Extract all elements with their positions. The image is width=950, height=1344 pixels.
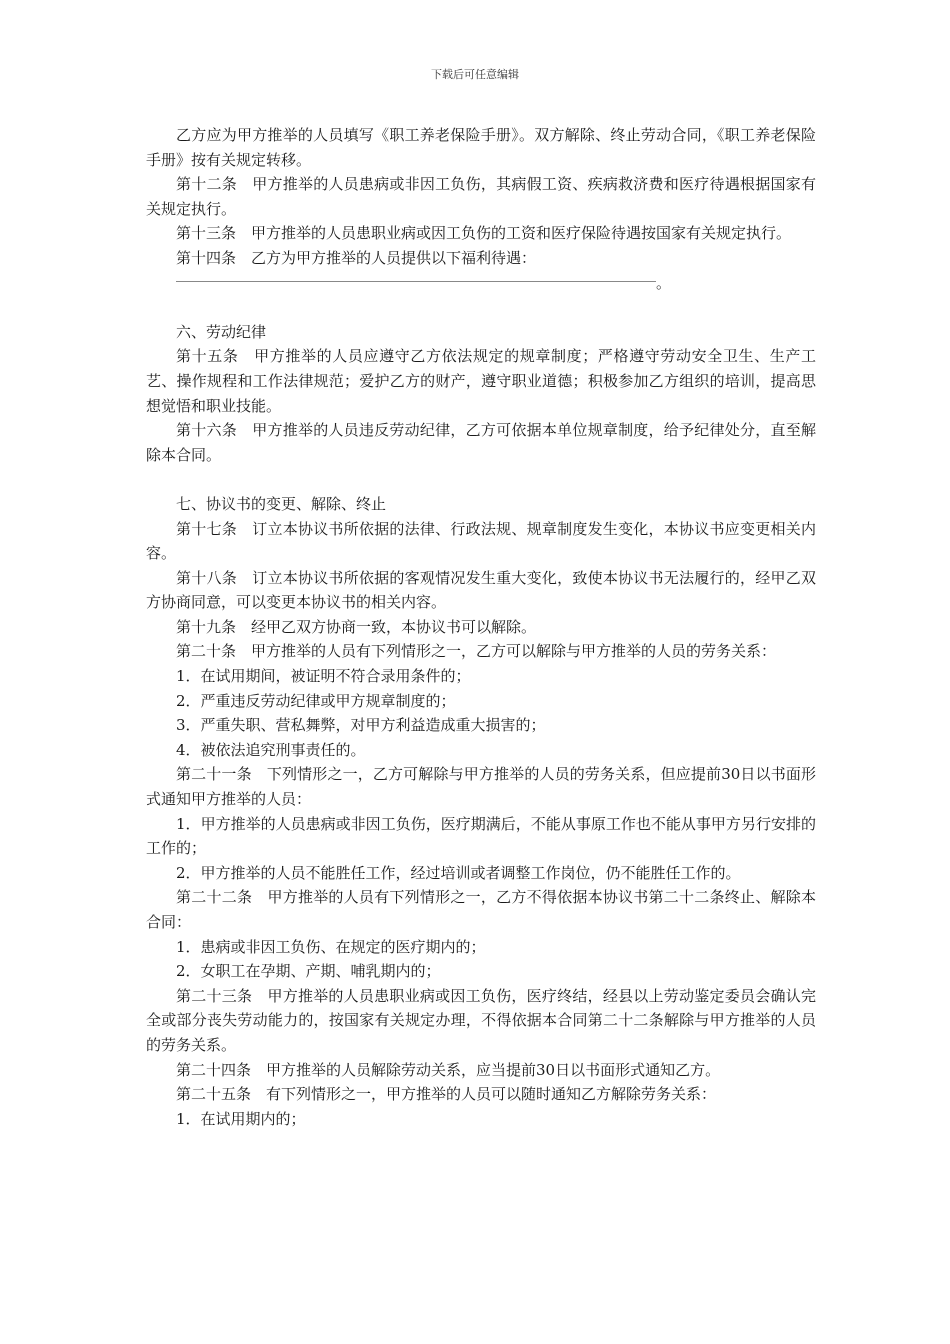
paragraph: 第十二条 甲方推举的人员患病或非因工负伤，其病假工资、疾病救济费和医疗待遇根据国家有关规定执行。 (146, 175, 816, 218)
page-header-caption: 下载后可任意编辑 (431, 68, 519, 81)
paragraph: 1．在试用期内的； (176, 1109, 306, 1128)
paragraph: 第十八条 订立本协议书所依据的客观情况发生重大变化，致使本协议书无法履行的，经甲乙双方协商同意，可以变更本协议书的相关内容。 (146, 568, 816, 612)
paragraph: 3．严重失职、营私舞弊，对甲方利益造成重大损害的； (176, 716, 546, 735)
paragraph: 第十九条 经甲乙双方协商一致，本协议书可以解除。 (176, 617, 537, 636)
paragraph: 第二十五条 有下列情形之一，甲方推举的人员可以随时通知乙方解除劳务关系： (176, 1085, 717, 1104)
paragraph: 第二十条 甲方推举的人员有下列情形之一，乙方可以解除与甲方推举的人员的劳务关系： (176, 642, 777, 661)
fill-in-line (146, 271, 816, 296)
section-title: 六、劳动纪律 (176, 322, 267, 341)
blank-line (146, 295, 816, 320)
paragraph: 第十五条 甲方推举的人员应遵守乙方依法规定的规章制度；严格遵守劳动安全卫生、生产工艺、操作规程和工作法律规范；爱护乙方的财产，遵守职业道德；积极参加乙方组织的培训，提高思想觉悟和职业技能。 (146, 347, 816, 415)
paragraph: 第二十四条 甲方推举的人员解除劳动关系，应当提前30日以书面形式通知乙方。 (176, 1060, 721, 1079)
paragraph: 第二十三条 甲方推举的人员患职业病或因工负伤，医疗终结，经县以上劳动鉴定委员会确认完全或部分丧失劳动能力的，按国家有关规定办理，不得依据本合同第二十二条解除与甲方推举的人员的劳务关系。 (146, 986, 816, 1054)
paragraph: 第十三条 甲方推举的人员患职业病或因工负伤的工资和医疗保险待遇按国家有关规定执行。 (176, 224, 792, 243)
paragraph: 第十六条 甲方推举的人员违反劳动纪律，乙方可依据本单位规章制度，给予纪律处分，直至解除本合同。 (146, 421, 816, 464)
paragraph: 第十四条 乙方为甲方推举的人员提供以下福利待遇： (176, 248, 537, 267)
paragraph: 乙方应为甲方推举的人员填写《职工养老保险手册》。双方解除、终止劳动合同，《职工养老保险手册》按有关规定转移。 (146, 126, 816, 169)
paragraph: 1．甲方推举的人员患病或非因工负伤，医疗期满后，不能从事原工作也不能从事甲方另行安排的工作的； (146, 814, 816, 858)
paragraph: 第十七条 订立本协议书所依据的法律、行政法规、规章制度发生变化，本协议书应变更相关内容。 (146, 519, 816, 563)
paragraph: 2．严重违反劳动纪律或甲方规章制度的； (176, 691, 456, 710)
paragraph: 2．女职工在孕期、产期、哺乳期内的； (176, 962, 441, 981)
fill-line-punctuation: 。 (656, 273, 672, 292)
paragraph: 1．在试用期间，被证明不符合录用条件的； (176, 667, 471, 686)
section-title: 七、协议书的变更、解除、终止 (176, 494, 387, 513)
document-body (146, 123, 816, 1131)
underline-blank (176, 281, 656, 282)
paragraph: 1．患病或非因工负伤、在规定的医疗期内的； (176, 937, 486, 956)
paragraph: 4．被依法追究刑事责任的。 (176, 740, 366, 759)
blank-line (146, 467, 816, 492)
paragraph: 第二十一条 下列情形之一，乙方可解除与甲方推举的人员的劳务关系，但应提前30日以书面形式通知甲方推举的人员： (146, 765, 816, 809)
paragraph: 2．甲方推举的人员不能胜任工作，经过培训或者调整工作岗位，仍不能胜任工作的。 (176, 863, 741, 882)
paragraph: 第二十二条 甲方推举的人员有下列情形之一，乙方不得依据本协议书第二十二条终止、解除本合同： (146, 888, 816, 931)
